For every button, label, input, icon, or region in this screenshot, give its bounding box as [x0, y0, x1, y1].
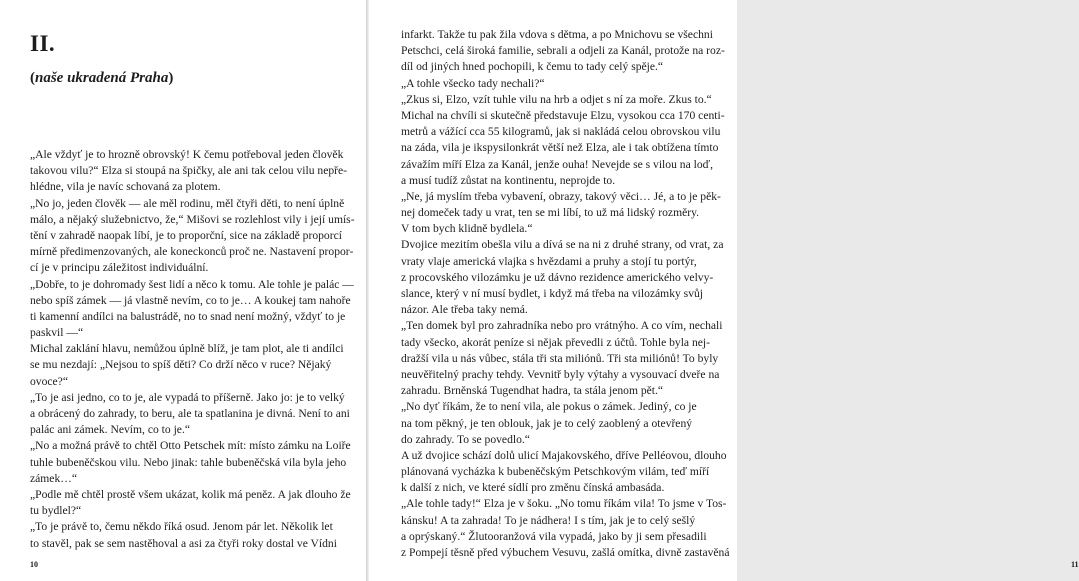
- text-line: kánsku! A ta zahrada! To je nádhera! I s tím, jak je to celý sešlý: [401, 513, 696, 527]
- text-line: „A tohle všecko tady nechali?“: [401, 76, 545, 90]
- text-line: do zahrady. To se povedlo.“: [401, 432, 530, 446]
- text-line: mírně předimenzovaných, ale koneckonců proč ne. Nastavení propor-: [30, 245, 354, 259]
- text-line: „Ale vždyť je to hrozně obrovský! K čemu potřeboval jeden člověk: [30, 148, 344, 161]
- text-line: ovoce?“: [30, 374, 68, 388]
- text-line: „Zkus si, Elzo, vzít tuhle vilu na hrb a odjet s ní za moře. Zkus to.“: [401, 92, 712, 106]
- text-line: metrů a vážící cca 55 kilogramů, jak si nakládá celou obrovskou vilu: [401, 125, 721, 139]
- text-line: „No jo, jeden člověk — ale měl rodinu, měl čtyři děti, to není úplně: [30, 196, 345, 210]
- text-line: vraty vlaje americká vlajka s hvězdami a pruhy a stojí tu portýr,: [401, 254, 697, 268]
- text-line: cí je v principu záležitost individuální.: [30, 261, 209, 275]
- text-line: „To je právě to, čemu někdo říká osud. Jenom pár let. Několik let: [30, 520, 333, 534]
- text-line: a musí tudíž zůstat na kontinentu, neprojde to.: [401, 173, 616, 187]
- text-line: Petschci, celá široká familie, sebrali a odjeli za Kanál, protože na roz-: [401, 44, 725, 58]
- left-page: [0, 0, 366, 581]
- text-line: z Pompejí těsně před výbuchem Vesuvu, zašlá omítka, divně zastavěná: [401, 546, 730, 559]
- chapter-number: II.: [30, 31, 56, 56]
- text-line: „To je asi jedno, co to je, ale vypadá to příšerně. Jako jo: je to velký: [30, 390, 345, 404]
- text-line: paskvil —“: [30, 326, 84, 340]
- subtitle-open-paren: (: [30, 70, 35, 86]
- text-line: „Dobře, to je dohromady šest lidí a něco k tomu. Ale tohle je palác —: [30, 277, 354, 291]
- text-line: díl od jiných hned pochopili, k čemu to tady celý spěje.“: [401, 60, 664, 74]
- text-line: se mu nezdají: „Nejsou to spíš děti? Co drží něco v ruce? Nějaký: [30, 358, 332, 372]
- text-line: zahradu. Brněnská Tugendhat hadra, ta stála jenom pět.“: [401, 384, 664, 398]
- text-line: málo, a nějaký služebnictvo, že,“ Mišovi se rozlehlost vily i její umís-: [30, 212, 355, 226]
- text-line: neuvěřitelný prachy tehdy. Vevnitř byly výtahy a vysouvací dveře na: [401, 367, 720, 381]
- text-line: palác ani zámek. Nevím, co to je.“: [30, 423, 190, 437]
- text-line: „Ale tohle tady!“ Elza je v šoku. „No tomu říkám vila! To jsme v Tos-: [401, 497, 727, 511]
- text-line: Dvojice mezitím obešla vilu a dívá se na ni z druhé strany, od vrat, za: [401, 238, 724, 252]
- text-line: k další z nich, ve které sídlí pro změnu čínská ambasáda.: [401, 481, 665, 495]
- text-line: takovou vilu?“ Elza si stoupá na špičky, ale ani tak celou vilu nepře-: [30, 164, 348, 178]
- page-number-right: 11: [1071, 560, 1079, 569]
- text-line: „Ten domek byl pro zahradníka nebo pro vrátnýho. A co vím, nechali: [401, 319, 723, 333]
- page-number-left: 10: [30, 560, 38, 569]
- text-line: názor. Ale třeba taky nemá.: [401, 303, 528, 317]
- text-line: infarkt. Takže tu pak žila vdova s dětma, a po Mnichovu se všechni: [401, 28, 713, 41]
- text-line: „No a možná právě to chtěl Otto Petschek mít: místo zámku na Loiře: [30, 439, 351, 453]
- text-line: tady všecko, akorát peníze si nějak převedli z účtů. Tohle byla nej-: [401, 335, 710, 349]
- text-line: slance, který v ní musí bydlet, i když má třeba na vilozámky svůj: [401, 287, 704, 300]
- text-line: plánovaná vycházka k bubeněčským Petschkovým vilám, teď míří: [401, 465, 710, 479]
- text-line: A už dvojice schází dolů ulicí Majakovského, dříve Pelléovou, dlouho: [401, 448, 727, 462]
- text-line: nej domeček tady u vrat, ten se mi líbí, to už má lidský rozměry.: [401, 206, 700, 220]
- subtitle-text: naše ukradená Praha: [35, 70, 169, 86]
- text-line: Michal zaklání hlavu, nemůžou úplně blíž, je tam plot, ale ti andílci: [30, 342, 344, 356]
- text-line: V tom bych klidně bydlela.“: [401, 222, 533, 236]
- text-line: na záda, vila je ikspysilonkrát větší než Elza, ale i tak obtížena tímto: [401, 141, 719, 155]
- text-line: hlédne, vila je navíc schovaná za plotem.: [30, 180, 221, 194]
- text-line: závažím míří Elza za Kanál, jenže ouha! Nevejde se s vilou na loď,: [401, 157, 714, 171]
- text-line: Michal na chvíli si skutečně představuje Elzu, vysokou cca 170 centi-: [401, 108, 725, 122]
- subtitle-close-paren: ): [168, 70, 174, 86]
- text-line: „Ne, já myslím třeba vybavení, obrazy, takový věci… Jé, a to je pěk-: [401, 189, 721, 203]
- text-line: z procovského vilozámku je už dávno rezidence amerického velvy-: [401, 270, 714, 284]
- left-body-text: [30, 147, 355, 552]
- text-line: to stavěl, pak se sem nastěhoval a asi za čtyři roky dostal ve Vídni: [30, 536, 337, 550]
- text-line: tuhle bubeněčskou vilu. Nebo jinak: tahle bubeněčská vila byla jeho: [30, 455, 347, 469]
- text-line: a oprýskaný.“ Žlutooranžová vila vypadá, jako by ji sem přesadili: [401, 529, 707, 543]
- text-line: na tom pěkný, je ten oblouk, jak je to celý zaoblený a otevřený: [401, 416, 693, 430]
- text-line: nebo spíš zámek — já vlastně nevím, co to je… A koukej tam nahoře: [30, 293, 351, 307]
- text-line: „No dyť říkám, že to není vila, ale pokus o zámek. Jediný, co je: [401, 400, 697, 414]
- right-body-text: [401, 27, 730, 561]
- text-line: „Podle mě chtěl prostě všem ukázat, kolik má peněz. A jak dlouho že: [30, 487, 351, 501]
- text-line: zámek…“: [30, 471, 77, 485]
- text-line: tění v zahradě naopak líbí, je to proporční, sice na základě proporcí: [30, 228, 342, 242]
- text-line: dražší vila u nás vůbec, stála tři sta miliónů. Tři sta miliónů! To byly: [401, 351, 719, 365]
- text-line: a obrácený do zahrady, to beru, ale ta spatlanina je divná. Není to ani: [30, 407, 350, 420]
- text-line: tu bydlel?“: [30, 504, 82, 518]
- chapter-subtitle: [30, 68, 173, 88]
- text-line: ti kamenní andílci na balustrádě, no to snad není možný, vždyť to je: [30, 309, 346, 323]
